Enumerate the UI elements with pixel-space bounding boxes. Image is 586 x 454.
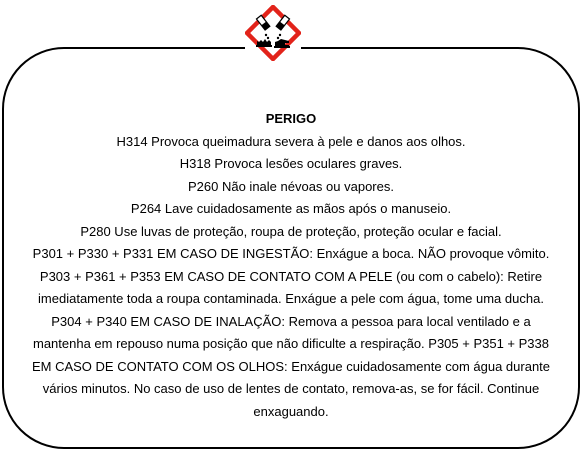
corrosion-pictogram: [245, 5, 301, 61]
hazard-statement-h318: H318 Provoca lesões oculares graves.: [179, 156, 403, 171]
precautionary-statement-p280: P280 Use luvas de proteção, roupa de proteção, proteção ocular e facial.: [80, 223, 502, 239]
precautionary-statement-p260: P260 Não inale névoas ou vapores.: [188, 178, 394, 194]
precautionary-statement-p264: P264 Lave cuidadosamente as mãos após o manuseio.: [130, 201, 452, 216]
corrosion-icon: [245, 5, 301, 61]
hazard-statement-h314: H314 Provoca queimadura severa à pele e danos aos olhos.: [116, 133, 466, 149]
signal-word: PERIGO: [265, 111, 317, 126]
precautionary-paragraph: P301 + P330 + P331 EM CASO DE INGESTÃO: Enxágue a boca. NÃO provoque vômito. P303 + P361 + P353 EM CASO DE CONTATO COM A PELE (ou com o cabelo): Retire imediatamente toda a roupa contaminada. Enxágue a pele com água, tome uma ducha. P304 + P340 EM CASO DE INALAÇÃO: Remova a pessoa para local ventilado e a mantenha em repouso numa posição que não dificulte a respiração. P305 + P351 + P338 EM CASO DE CONTATO COM OS OLHOS: Enxágue cuidadosamente com água durante vários minutos. No caso de uso de lentes de contato, remova-as, se for fácil. Continue enxaguando.: [31, 246, 551, 419]
label-text: [4, 108, 578, 423]
